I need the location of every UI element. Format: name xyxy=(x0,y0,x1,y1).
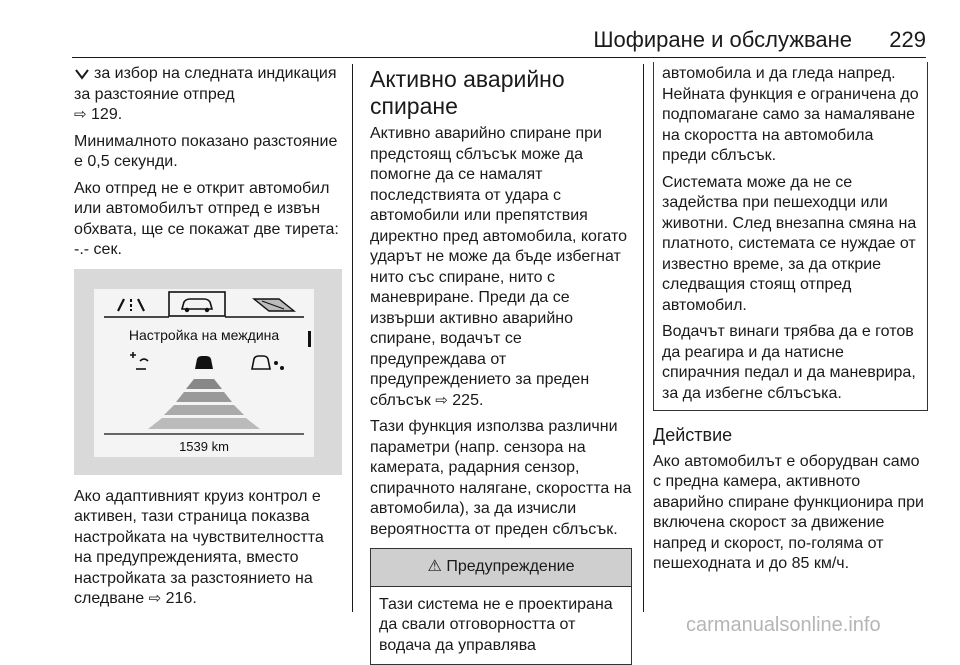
warning-text: Тази система не е проектирана да свали отговорността от водача да управлява xyxy=(379,595,613,654)
page-number: 229 xyxy=(889,27,926,52)
page-reference: 225. xyxy=(452,391,484,409)
paragraph-operation: Ако автомобилът е оборудван само с предна камера, активното аварийно спиране функционира при включена скорост за движение напред и скорост, по-голяма от пешеходната и до 85 км/ч. xyxy=(653,452,924,572)
warning-continued-3: Водачът винаги трябва да е готов да реагира и да натисне спирачния педал и да маневрира, за да избегне сблъсъка. xyxy=(662,323,916,402)
page-reference: 216. xyxy=(165,590,197,607)
road-icon xyxy=(254,299,294,311)
instrument-display-figure xyxy=(74,269,342,475)
paragraph-active-braking: Активно аварийно спиране при предстоящ сблъсък може да помогне да се намалят последствията от удара с автомобили или препятствия директно пред автомобила, когато ударът не може да бъде избегнат нито със спиране, нито с маневриране. Преди да се извърши активно аварийно спиране, водачът се предупреждава от предупреждението за преден сблъсък ⇨ 225. xyxy=(370,125,628,409)
header-rule xyxy=(72,57,926,58)
far-gap-icon xyxy=(130,352,148,369)
selected-menu-frame xyxy=(169,292,225,316)
page-reference-icon: ⇨ xyxy=(74,106,87,123)
warning-continued-1: автомобила и да гледа напред. Нейната функция е ограничена до подпомагане само за намаляване на скоростта на автомобила преди сблъсък. xyxy=(662,65,919,164)
near-gap-icon xyxy=(252,356,284,370)
chevron-down-icon xyxy=(74,68,90,80)
paragraph-acc-active: Ако адаптивният круиз контрол е активен, тази страница показва настройката на чувствителността на предупрежденията, вместо настройката за разстоянието на следване ⇨ 216. xyxy=(74,487,324,607)
column-1 xyxy=(74,64,342,616)
warning-header xyxy=(371,549,631,587)
column-3 xyxy=(653,64,928,581)
display-graphic xyxy=(94,289,314,457)
page-reference: 129. xyxy=(91,106,123,123)
paragraph-distance-select: за избор на следната индикация за разстояние отпред ⇨ 129. xyxy=(74,65,337,123)
paragraph-parameters: Тази функция използва различни параметри (напр. сензора на камерата, радарния сензор, спирачното налягане, скоростта на автомобила), за да изчисли вероятността от преден сблъсък. xyxy=(370,418,632,538)
paragraph-minimum-distance: Минималното показано разстояние е 0,5 секунди. xyxy=(74,132,338,170)
column-divider-1 xyxy=(352,64,353,612)
warning-title: Предупреждение xyxy=(446,558,575,575)
distance-road-graphic xyxy=(148,379,260,429)
section-heading-operation: Действие xyxy=(653,425,733,445)
lane-icon xyxy=(118,299,144,311)
medium-gap-icon xyxy=(195,356,213,369)
warning-triangle-icon: ⚠ xyxy=(427,558,442,575)
column-2 xyxy=(370,64,632,665)
watermark: carmanualsonline.info xyxy=(686,614,881,636)
scroll-indicator xyxy=(308,331,311,347)
odometer-readout: 1539 km xyxy=(179,438,229,454)
warning-box-continued xyxy=(653,62,928,411)
page-reference-icon: ⇨ xyxy=(148,590,162,607)
section-heading-active-braking: Активно аварийно спиране xyxy=(370,66,565,119)
warning-continued-2: Системата може да не се задейства при пешеходци или животни. След внезапна смяна на платното, системата се нуждае от известно време, за да открие следващия стоящ отпред автомобил. xyxy=(662,173,917,314)
warning-box xyxy=(370,548,632,665)
page-header-title: Шофиране и обслужване xyxy=(593,27,852,52)
column-divider-2 xyxy=(643,64,644,612)
display-screen xyxy=(94,289,314,457)
paragraph-no-vehicle: Ако отпред не е открит автомобил или автомобилът отпред е извън обхвата, ще се покажат две тирета: -.- сек. xyxy=(74,179,339,258)
display-menu-title: Настройка на междина xyxy=(128,326,280,343)
car-gap-icon xyxy=(182,299,212,312)
page-reference-icon: ⇨ xyxy=(435,391,448,409)
